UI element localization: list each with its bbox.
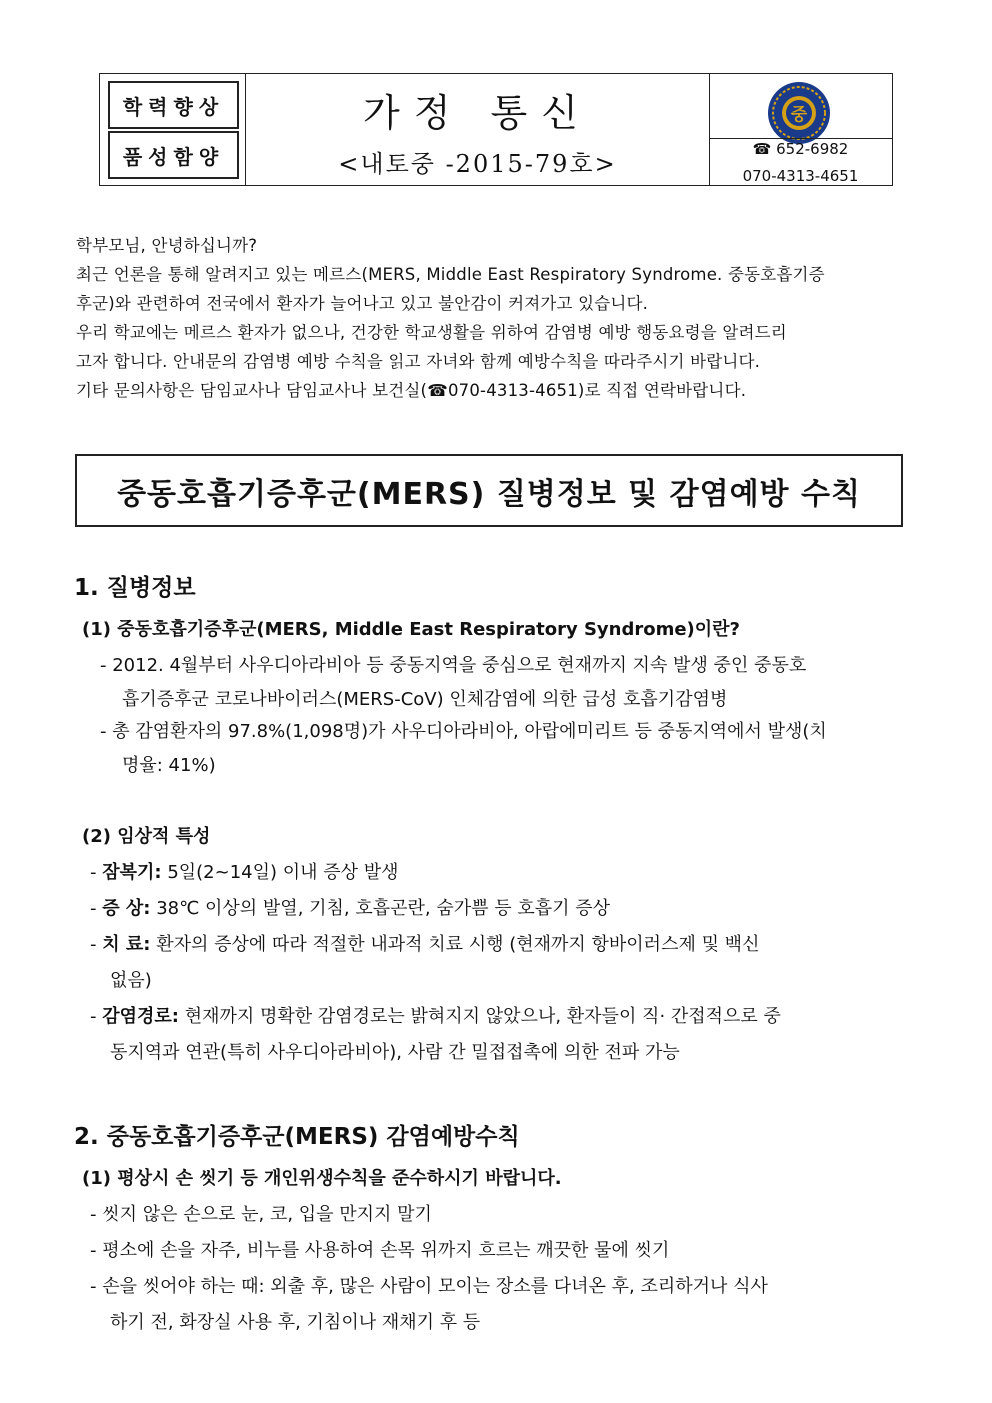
main-title: 중동호흡기증후군(MERS) 질병정보 및 감염예방 수칙 bbox=[75, 454, 903, 527]
intro-line: 학부모님, 안녕하십니까? bbox=[76, 236, 258, 255]
feature-item: - 잠복기: 5일(2~14일) 이내 증상 발생 bbox=[90, 862, 399, 883]
feature-item: - 감염경로: 현재까지 명확한 감염경로는 밝혀지지 않았으나, 환자들이 직· 간접적으로 중 bbox=[90, 1006, 781, 1027]
section-heading: 2. 중동호흡기증후군(MERS) 감염예방수칙 bbox=[74, 1124, 520, 1150]
feature-label: 치 료: bbox=[102, 934, 151, 955]
intro-line: 최근 언론을 통해 알려지고 있는 메르스(MERS, Middle East Respiratory Syndrome. 중동호흡기증 bbox=[76, 265, 825, 284]
bullet-continuation: 하기 전, 화장실 사용 후, 기침이나 재채기 후 등 bbox=[110, 1312, 481, 1333]
motto-box bbox=[108, 81, 241, 181]
phone-number: ☎ 652-6982 bbox=[752, 140, 849, 158]
phone-number-2: 070-4313-4651 bbox=[742, 167, 859, 185]
section-heading: 1. 질병정보 bbox=[74, 575, 196, 601]
feature-continuation: 없음) bbox=[110, 970, 152, 991]
subsection-heading: (2) 임상적 특성 bbox=[82, 826, 211, 847]
issue-number: <내토중 -2015-79호> bbox=[338, 150, 617, 178]
subsection-heading: (1) 평상시 손 씻기 등 개인위생수칙을 준수하시기 바랍니다. bbox=[82, 1168, 562, 1189]
feature-label: 증 상: bbox=[102, 898, 151, 919]
divider bbox=[709, 138, 892, 139]
subsection-heading: (1) 중동호흡기증후군(MERS, Middle East Respiratory Syndrome)이란? bbox=[82, 619, 740, 640]
motto-top: 학력향상 bbox=[108, 81, 239, 129]
intro-line: 고자 합니다. 안내문의 감염병 예방 수칙을 읽고 자녀와 함께 예방수칙을 따라주시기 바랍니다. bbox=[76, 352, 761, 371]
bullet-continuation: 명율: 41%) bbox=[122, 755, 216, 776]
intro-line: 후군)와 관련하여 전국에서 환자가 늘어나고 있고 불안감이 커져가고 있습니다. bbox=[76, 294, 649, 313]
feature-label: 잠복기: bbox=[102, 862, 162, 883]
newsletter-title: 가정 통신 bbox=[363, 91, 592, 135]
feature-label: 감염경로: bbox=[102, 1006, 179, 1027]
bullet-continuation: 흡기증후군 코로나바이러스(MERS-CoV) 인체감염에 의한 급성 호흡기감염병 bbox=[122, 689, 728, 710]
header-box bbox=[99, 73, 893, 186]
emblem-letter: 중 bbox=[790, 105, 808, 125]
bullet-line: - 손을 씻어야 하는 때: 외출 후, 많은 사람이 모이는 장소를 다녀온 후, 조리하거나 식사 bbox=[90, 1276, 768, 1297]
motto-bottom: 품성함양 bbox=[108, 131, 239, 179]
feature-text: 38℃ 이상의 발열, 기침, 호흡곤란, 숨가쁨 등 호흡기 증상 bbox=[150, 898, 611, 919]
feature-text: 5일(2~14일) 이내 증상 발생 bbox=[161, 862, 399, 883]
bullet-line: - 총 감염환자의 97.8%(1,098명)가 사우디아라비아, 아랍에미리트 등 중동지역에서 발생(치 bbox=[100, 721, 827, 742]
intro-line: 기타 문의사항은 담임교사나 담임교사나 보건실(☎070-4313-4651)로 직접 연락바랍니다. bbox=[76, 381, 747, 400]
feature-item: - 증 상: 38℃ 이상의 발열, 기침, 호흡곤란, 숨가쁨 등 호흡기 증상 bbox=[90, 898, 611, 919]
feature-text: 환자의 증상에 따라 적절한 내과적 치료 시행 (현재까지 항바이러스제 및 백신 bbox=[150, 934, 760, 955]
intro-line: 우리 학교에는 메르스 환자가 없으나, 건강한 학교생활을 위하여 감염병 예방 행동요령을 알려드리 bbox=[76, 323, 787, 342]
feature-continuation: 동지역과 연관(특히 사우디아라비아), 사람 간 밀접접촉에 의한 전파 가능 bbox=[110, 1042, 680, 1063]
feature-text: 현재까지 명확한 감염경로는 밝혀지지 않았으나, 환자들이 직· 간접적으로 중 bbox=[178, 1006, 781, 1027]
bullet-line: - 씻지 않은 손으로 눈, 코, 입을 만지지 말기 bbox=[90, 1204, 432, 1225]
bullet-line: - 평소에 손을 자주, 비누를 사용하여 손목 위까지 흐르는 깨끗한 물에 씻기 bbox=[90, 1240, 670, 1261]
bullet-line: - 2012. 4월부터 사우디아라비아 등 중동지역을 중심으로 현재까지 지속 발생 중인 중동호 bbox=[100, 655, 807, 676]
feature-item: - 치 료: 환자의 증상에 따라 적절한 내과적 치료 시행 (현재까지 항바이러스제 및 백신 bbox=[90, 934, 760, 955]
school-emblem-icon bbox=[766, 80, 832, 146]
